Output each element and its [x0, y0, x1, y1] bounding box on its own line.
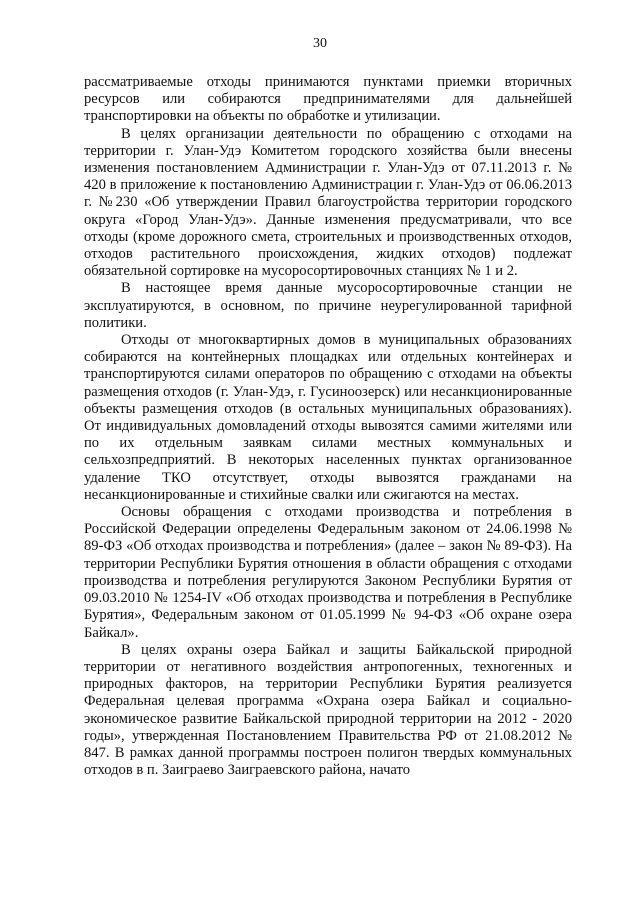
paragraph-continuation: рассматриваемые отходы принимаются пунктами приемки вторичных ресурсов или собираются предпринимателями для дальнейшей транспортировки на объекты по обработке и утилизации. — [84, 74, 572, 125]
paragraph-baikal-program: В целях охраны озера Байкал и защиты Байкальской природной территории от негативного воздействия антропогенных, техногенных и природных факторов, на территории Республики Бурятия реализуется Федеральная целевая программа «Охрана озера Байкал и социально-экономическое развитие Байкальской природной территории на 2012 - 2020 годы», утвержденная Постановлением Правительства РФ от 21.08.2012 № 847. В рамках данной программы построен полигон твердых коммунальных отходов в п. Заиграево Заиграевского района, начато — [84, 641, 572, 779]
paragraph-sorting-regulation: В целях организации деятельности по обращению с отходами на территории г. Улан-Удэ Комитетом городского хозяйства были внесены изменения постановлением Администрации г. Улан-Удэ от 07.11.2013 г. № 420 в приложение к постановлению Администрации г. Улан-Удэ от 06.06.2013 г. №230 «Об утверждении Правил благоустройства территории городского округа «Город Улан-Удэ». Данные изменения предусматривали, что все отходы (кроме дорожного смета, строительных и производственных отходов, отходов растительного происхождения, жидких отходов) подлежат обязательной сортировке на мусоросортировочных станциях № 1 и 2. — [84, 125, 572, 280]
paragraph-waste-collection: Отходы от многоквартирных домов в муниципальных образованиях собираются на контейнерных площадках или отдельных контейнерах и транспортируются силами операторов по обращению с отходами на объекты размещения отходов (г. Улан-Удэ, г. Гусиноозерск) или несанкционированные объекты размещения отходов (в остальных муниципальных образованиях). От индивидуальных домовладений отходы вывозятся самими жителями или по их отдельным заявкам силами местных коммунальных и сельхозпредприятий. В некоторых населенных пунктах организованное удаление ТКО отсутствует, отходы вывозятся гражданами на несанкционированные и стихийные свалки или сжигаются на местах. — [84, 332, 572, 503]
paragraph-stations-status: В настоящее время данные мусоросортировочные станции не эксплуатируются, в основном, по причине неурегулированной тарифной политики. — [84, 280, 572, 331]
paragraph-legal-basis: Основы обращения с отходами производства и потребления в Российской Федерации определены Федеральным законом от 24.06.1998 № 89-ФЗ «Об отходах производства и потребления» (далее – закон № 89-ФЗ). На территории Республики Бурятия отношения в области обращения с отходами производства и потребления регулируются Законом Республики Бурятия от 09.03.2010 № 1254-IV «Об отходах производства и потребления в Республике Бурятия», Федеральным законом от 01.05.1999 № 94-ФЗ «Об охране озера Байкал». — [84, 504, 572, 641]
document-body — [84, 74, 572, 779]
page-number: 30 — [313, 36, 327, 51]
